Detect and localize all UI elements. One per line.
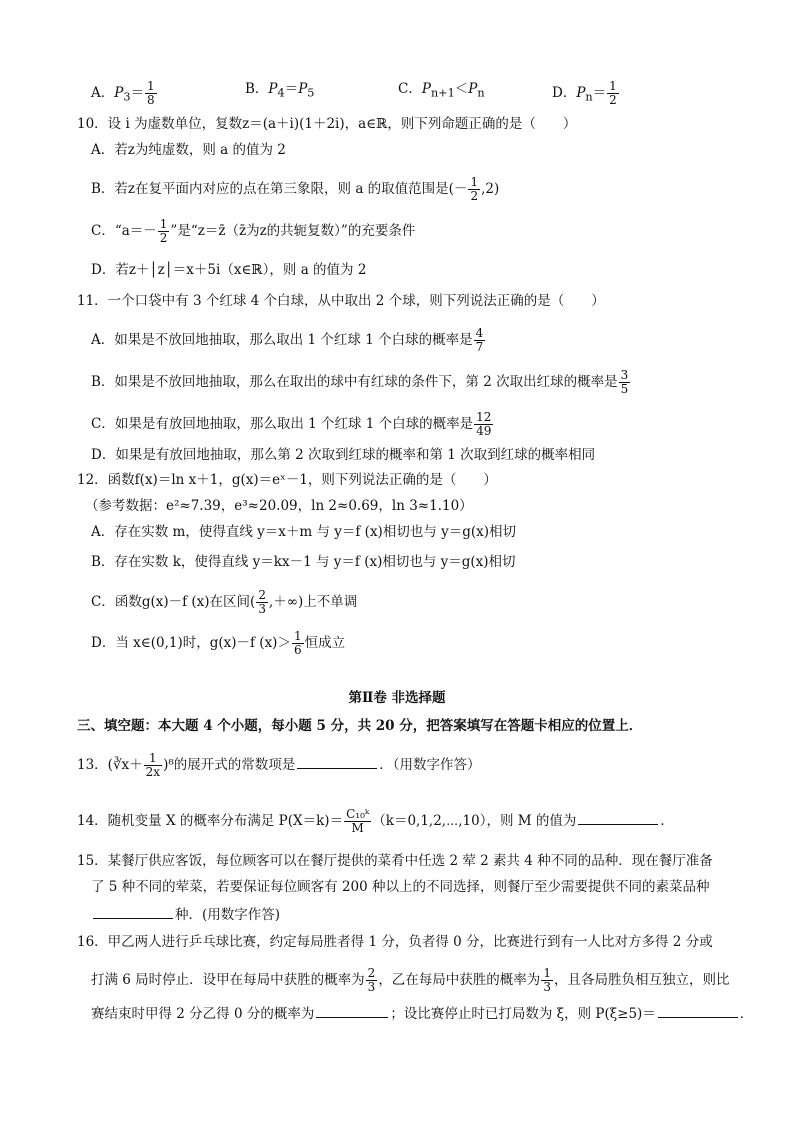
q12-stem: 12．函数f(x)＝ln x＋1，g(x)＝eˣ－1，则下列说法正确的是（ ） (77, 472, 497, 488)
q16-line1: 16．甲乙两人进行乒乓球比赛，约定每局胜者得 1 分，负者得 0 分，比赛进行到有一人比对方多得 2 分或 (77, 934, 713, 950)
q15-line1: 15．某餐厅供应客饭，每位顾客可以在餐厅提供的菜肴中任选 2 荤 2 素共 4 种不同的品种．现在餐厅准备 (77, 853, 713, 869)
q9-option-a: A．$P_3=$ $\frac{1}{8}$ (91, 79, 155, 107)
fraction: $\frac{\text{C₁₀ᵏ}}{M}$ (346, 807, 370, 835)
q10-option-c: C．“a＝－ $\frac{1}{2}$ ”是“z＝z̄（z̄为z的共轭复数）”的充要条件 (91, 217, 416, 245)
q11-option-b: B．如果是不放回地抽取，那么在取出的球中有红球的条件下，第 2 次取出红球的概率是 $\frac{3}{5}$ (91, 368, 629, 396)
q10-option-d: D．若z＋│z│＝x＋5i（x∈ℝ），则 a 的值为 2 (91, 262, 367, 278)
fraction: $\frac{1}{2}$ (470, 175, 479, 203)
fraction: $\frac{4}{7}$ (475, 326, 484, 354)
q10-stem: 10．设 i 为虚数单位，复数z＝(a＋i)(1＋2i)，a∈ℝ，则下列命题正确的是（ ） (77, 116, 577, 132)
answer-blank (658, 1003, 738, 1018)
q11-option-d: D．如果是有放回地抽取，那么第 2 次取到红球的概率和第 1 次取到红球的概率相同 (91, 447, 596, 463)
q9-option-d: D．$P_n=$ $\frac{1}{2}$ (552, 79, 617, 107)
fraction: $\frac{1}{2x}$ (145, 751, 161, 779)
q11-option-c: C．如果是有放回地抽取，那么取出 1 个红球 1 个白球的概率是 $\frac{12}{49}$ (91, 410, 492, 438)
fraction: $\frac{2}{3}$ (258, 588, 266, 616)
q16-line2: 打满 6 局时停止．设甲在每局中获胜的概率为 $\frac{2}{3}$ ，乙在每局中获胜的概率为 $\frac{1}{3}$ ，且各局胜负相互独立，则比 (91, 966, 730, 994)
q12-option-a: A．存在实数 m，使得直线 y＝x＋m 与 y＝f (x)相切也与 y＝g(x)相切 (91, 524, 517, 540)
q10-option-a: A．若z为纯虚数，则 a 的值为 2 (91, 142, 286, 158)
q9-option-b: B．$P_4=P_5$ (245, 81, 315, 100)
fraction: $\frac{2}{3}$ (367, 966, 376, 994)
fraction: $\frac{12}{49}$ (476, 410, 492, 438)
fraction: $\frac{1}{8}$ (147, 79, 155, 107)
fraction: $\frac{1}{6}$ (293, 629, 302, 657)
q12-option-b: B．存在实数 k，使得直线 y＝kx－1 与 y＝f (x)相切也与 y＝g(x)相切 (91, 554, 516, 570)
fraction: $\frac{1}{3}$ (543, 966, 551, 994)
q16-line3: 赛结束时甲得 2 分乙得 0 分的概率为 ；设比赛停止时已打局数为 ξ，则 P(ξ≥5)＝ ． (91, 1003, 753, 1023)
q14: 14．随机变量 X 的概率分布满足 P(X＝k)＝ $\frac{\text{C₁₀ᵏ}}{M}$ （k＝0,1,2,⋯,10），则 M 的值为 ． (77, 807, 674, 835)
q10-option-b: B．若z在复平面内对应的点在第三象限，则 a 的取值范围是(－ $\frac{1}{2}$ ,2) (91, 175, 500, 203)
q15-line3: 种．(用数字作答) (91, 904, 280, 924)
q12-option-d: D．当 x∈(0,1)时，g(x)－f (x)＞ $\frac{1}{6}$ 恒成立 (91, 629, 346, 657)
part2-title: 第Ⅱ卷 非选择题 (348, 690, 446, 706)
q11-option-a: A．如果是不放回地抽取，那么取出 1 个红球 1 个白球的概率是 $\frac{4}{7}$ (91, 326, 484, 354)
section3-heading: 三、填空题：本大题 4 个小题，每小题 5 分，共 20 分，把答案填写在答题卡相应的位置上． (77, 718, 643, 734)
q9-option-c: C．$P_{n+1}<P_n$ (398, 81, 485, 100)
answer-blank (578, 810, 658, 825)
answer-blank (297, 754, 377, 769)
fraction: $\frac{3}{5}$ (620, 368, 629, 396)
q11-stem: 11．一个口袋中有 3 个红球 4 个白球，从中取出 2 个球，则下列说法正确的是（ ） (77, 293, 605, 309)
q13: 13．(∛x＋ $\frac{1}{2x}$ )⁸的展开式的常数项是 ．（用数字作答） (77, 751, 481, 779)
fraction: $\frac{1}{2}$ (609, 79, 617, 107)
q12-option-c: C．函数g(x)－f (x)在区间( $\frac{2}{3}$ ,＋∞)上不单调 (91, 588, 358, 616)
q15-line2: 了 5 种不同的荤菜，若要保证每位顾客有 200 种以上的不同选择，则餐厅至少需要提供不同的素菜品种 (91, 879, 710, 895)
answer-blank (93, 904, 173, 919)
q12-reference-data: （参考数据：e²≈7.39，e³≈20.09，ln 2≈0.69，ln 3≈1.10） (85, 498, 473, 514)
fraction: $\frac{1}{2}$ (159, 217, 168, 245)
answer-blank (316, 1003, 388, 1018)
